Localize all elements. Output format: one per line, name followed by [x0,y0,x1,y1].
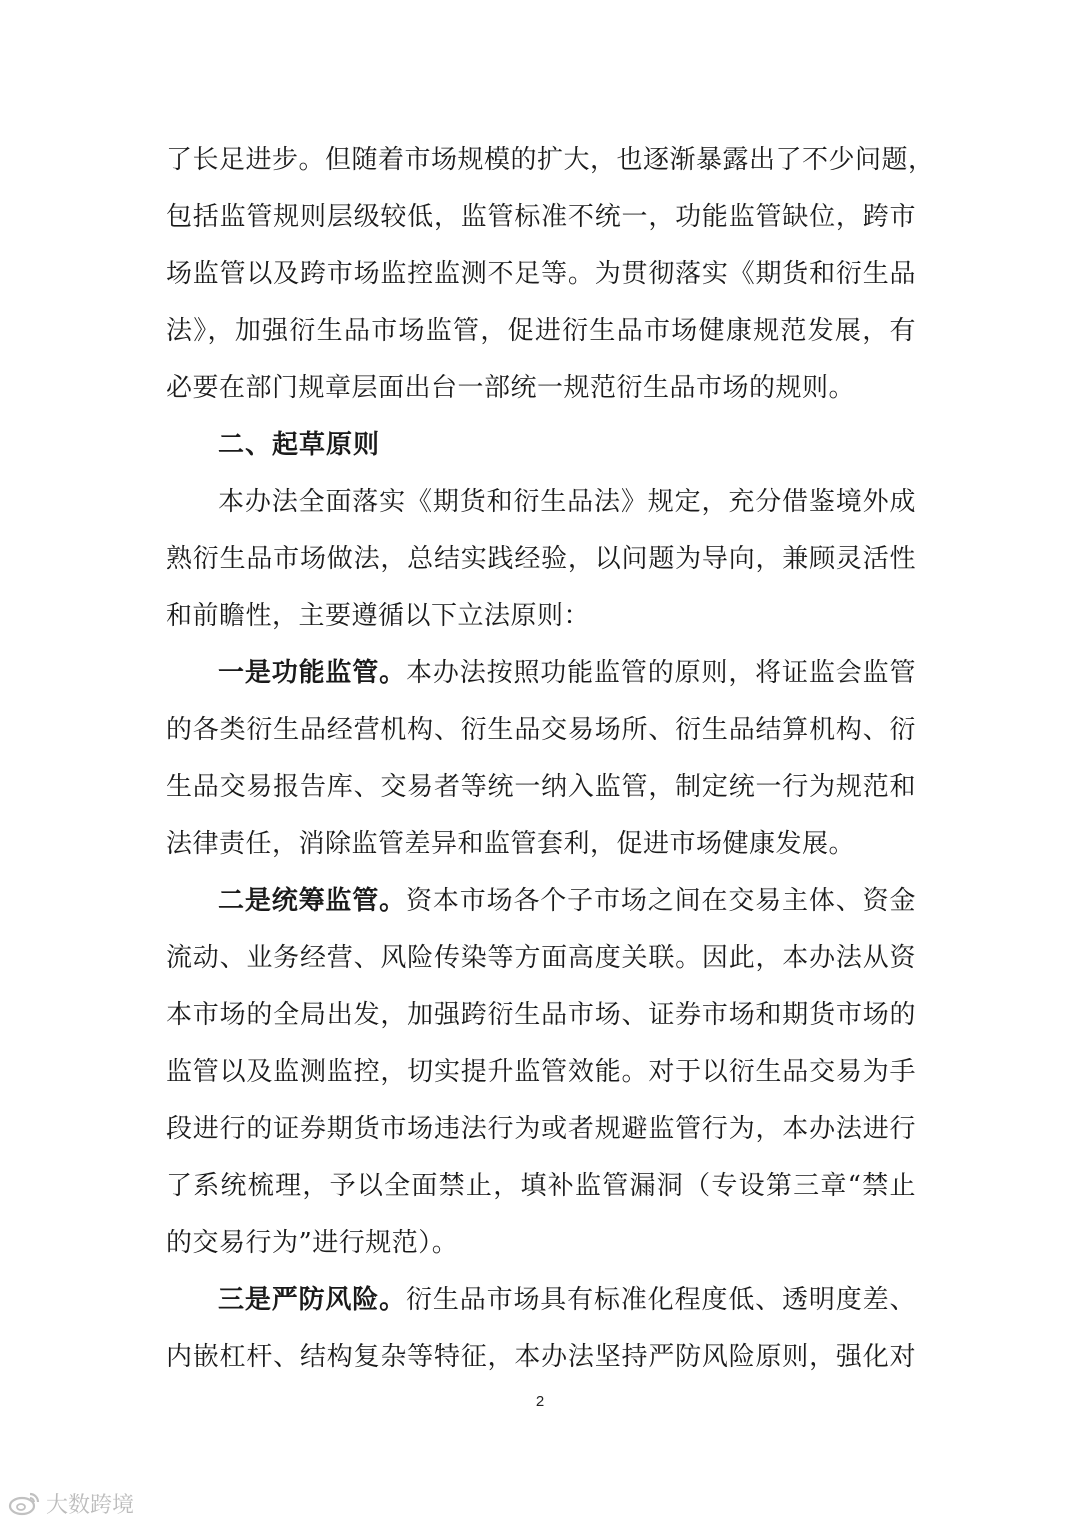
paragraph-line: 流动、业务经营、风险传染等方面高度关联。因此，本办法从资 [166,943,916,973]
principle-text: 衍生品市场具有标准化程度低、透明度差、 [406,1285,916,1315]
paragraph-line: 场监管以及跨市场监控监测不足等。为贯彻落实《期货和衍生品 [166,259,916,289]
paragraph-line: 段进行的证券期货市场违法行为或者规避监管行为，本办法进行 [166,1114,916,1144]
section-heading: 二、起草原则 [218,430,381,460]
principle-lead: 一是功能监管。 [218,658,407,688]
page-number: 2 [535,1393,545,1410]
weibo-logo-icon [8,1490,42,1516]
paragraph-line: 法律责任，消除监管差异和监管套利，促进市场健康发展。 [166,829,856,859]
paragraph-line: 包括监管规则层级较低，监管标准不统一，功能监管缺位，跨市 [166,202,916,232]
principle-text: 本办法按照功能监管的原则，将证监会监管 [406,658,916,688]
principle-first-line [218,1283,916,1317]
paragraph-line: 熟衍生品市场做法，总结实践经验，以问题为导向，兼顾灵活性 [166,544,916,574]
paragraph-line: 生品交易报告库、交易者等统一纳入监管，制定统一行为规范和 [166,772,916,802]
paragraph-line: 内嵌杠杆、结构复杂等特征，本办法坚持严防风险原则，强化对 [166,1342,916,1372]
paragraph-line: 的交易行为”进行规范）。 [166,1228,459,1258]
paragraph-line: 和前瞻性，主要遵循以下立法原则： [166,601,591,631]
principle-lead: 三是严防风险。 [218,1285,407,1315]
principle-first-line [218,656,916,690]
watermark-text: 大数跨境 [46,1492,135,1518]
paragraph-line: 本市场的全局出发，加强跨衍生品市场、证券市场和期货市场的 [166,1000,916,1030]
paragraph-line: 了系统梳理，予以全面禁止，填补监管漏洞（专设第三章“禁止 [166,1171,916,1201]
principle-first-line [218,884,916,918]
paragraph-line: 本办法全面落实《期货和衍生品法》规定，充分借鉴境外成 [218,487,916,517]
paragraph-line: 必要在部门规章层面出台一部统一规范衍生品市场的规则。 [166,373,856,403]
paragraph-line: 监管以及监测监控，切实提升监管效能。对于以衍生品交易为手 [166,1057,916,1087]
principle-text: 资本市场各个子市场之间在交易主体、资金 [406,886,916,916]
principle-lead: 二是统筹监管。 [218,886,407,916]
paragraph-line: 了长足进步。但随着市场规模的扩大，也逐渐暴露出了不少问题， [166,145,935,175]
paragraph-line: 法》，加强衍生品市场监管，促进衍生品市场健康规范发展，有 [166,316,916,346]
watermark [8,1488,134,1518]
paragraph-line: 的各类衍生品经营机构、衍生品交易场所、衍生品结算机构、衍 [166,715,916,745]
